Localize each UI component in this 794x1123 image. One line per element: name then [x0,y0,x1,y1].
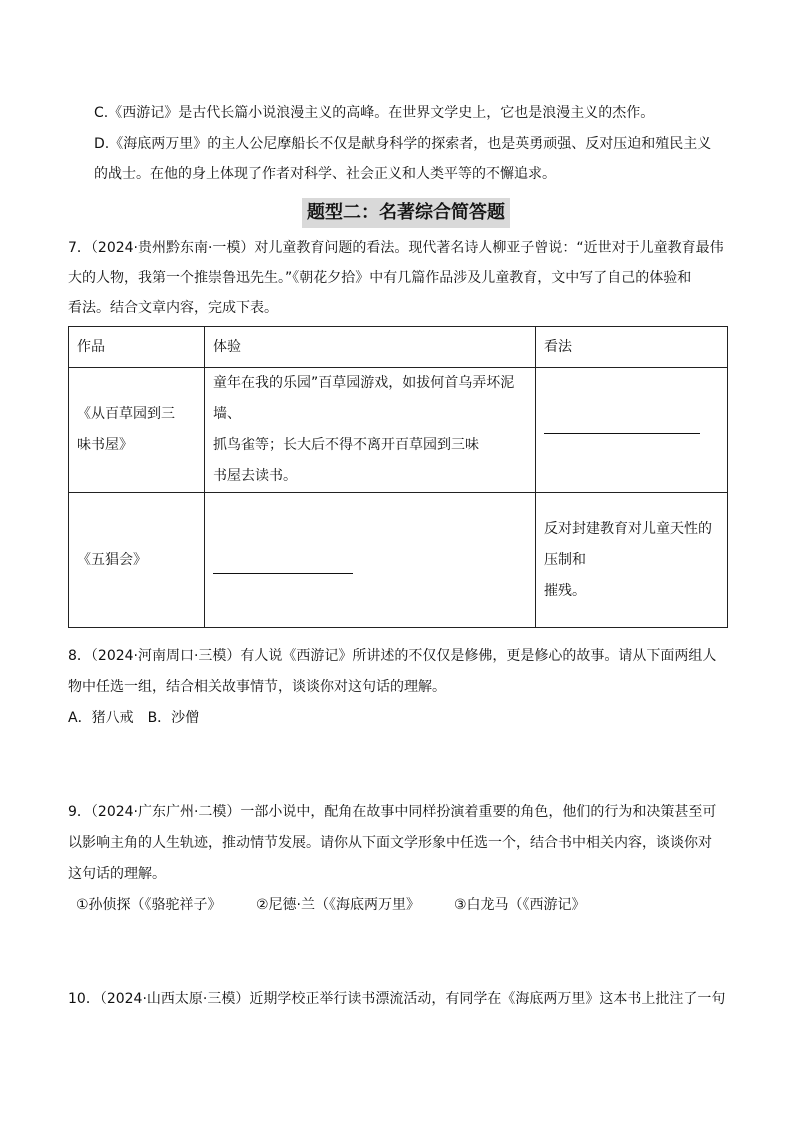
table-row [69,368,728,493]
q9-choice-3: ③白龙马（《西游记》 [454,897,586,913]
header-view: 看法 [536,327,728,368]
q8-options: A．猪八戒 B．沙僧 [68,710,200,726]
q7-line1: 7．（2024·贵州黔东南·一模）对儿童教育问题的看法。现代著名诗人柳亚子曾说：“近世对于儿童教育最伟 [68,240,724,256]
option-d-line1: D.《海底两万里》的主人公尼摩船长不仅是献身科学的探索者，也是英勇顽强、反对压迫和殖民主义 [94,136,712,152]
row1-work-line2: 味书屋》 [77,437,133,453]
q8-line2: 物中任选一组，结合相关故事情节，谈谈你对这句话的理解。 [68,679,446,695]
q10-line1: 10．（2024·山西太原·三模）近期学校正举行读书漂流活动，有同学在《海底两万里》这本书上批注了一句 [68,991,726,1007]
header-experience: 体验 [205,327,536,368]
row1-exp-line1: 童年在我的乐园”百草园游戏，如拔何首乌弄坏泥墙、 [213,375,515,422]
q9-line2: 以影响主角的人生轨迹，推动情节发展。请你从下面文学形象中任选一个，结合书中相关内容，谈谈你对 [68,835,712,851]
row1-experience [205,368,536,493]
section-title: 题型二：名著综合简答题 [302,198,510,228]
row1-view-answer-line[interactable] [544,432,700,434]
q7-line2: 大的人物，我第一个推崇鲁迅先生。”《朝花夕拾》中有几篇作品涉及儿童教育，文中写了自己的体验和 [68,270,692,286]
option-d-line2: 的战士。在他的身上体现了作者对科学、社会正义和人类平等的不懈追求。 [94,166,556,182]
row1-exp-line2: 抓鸟雀等；长大后不得不离开百草园到三味 [213,437,479,453]
q8-line1: 8．（2024·河南周口·三模）有人说《西游记》所讲述的不仅仅是修佛，更是修心的故事。请从下面两组人 [68,648,717,664]
row2-experience-answer-line[interactable] [213,572,353,574]
row2-experience-blank-cell[interactable] [205,493,536,628]
row2-work: 《五猖会》 [69,493,205,628]
row2-view-line3: 摧残。 [544,582,586,599]
row1-work-line1: 《从百草园到三 [77,406,175,422]
q9-line1: 9．（2024·广东广州·二模）一部小说中，配角在故事中同样扮演着重要的角色，他们的行为和决策甚至可 [68,804,717,820]
option-c: C.《西游记》是古代长篇小说浪漫主义的高峰。在世界文学史上，它也是浪漫主义的杰作。 [94,105,655,121]
table-header-row [69,327,728,368]
q9-choice-1: ①孙侦探（《骆驼祥子》 [76,897,222,913]
row1-work [69,368,205,493]
table-row [69,493,728,628]
header-work: 作品 [69,327,205,368]
q9-line3: 这句话的理解。 [68,866,166,882]
q7-table [68,326,728,628]
q7-line3: 看法。结合文章内容，完成下表。 [68,300,278,316]
row1-view-blank-cell[interactable] [536,368,728,493]
row2-view-line1: 反对封建教育对儿童天性的 [544,520,712,537]
row1-exp-line3: 书屋去读书。 [213,468,297,484]
row2-view [536,493,728,628]
row2-view-line2: 压制和 [544,551,586,568]
q9-choice-2: ②尼德·兰（《海底两万里》 [256,897,421,913]
